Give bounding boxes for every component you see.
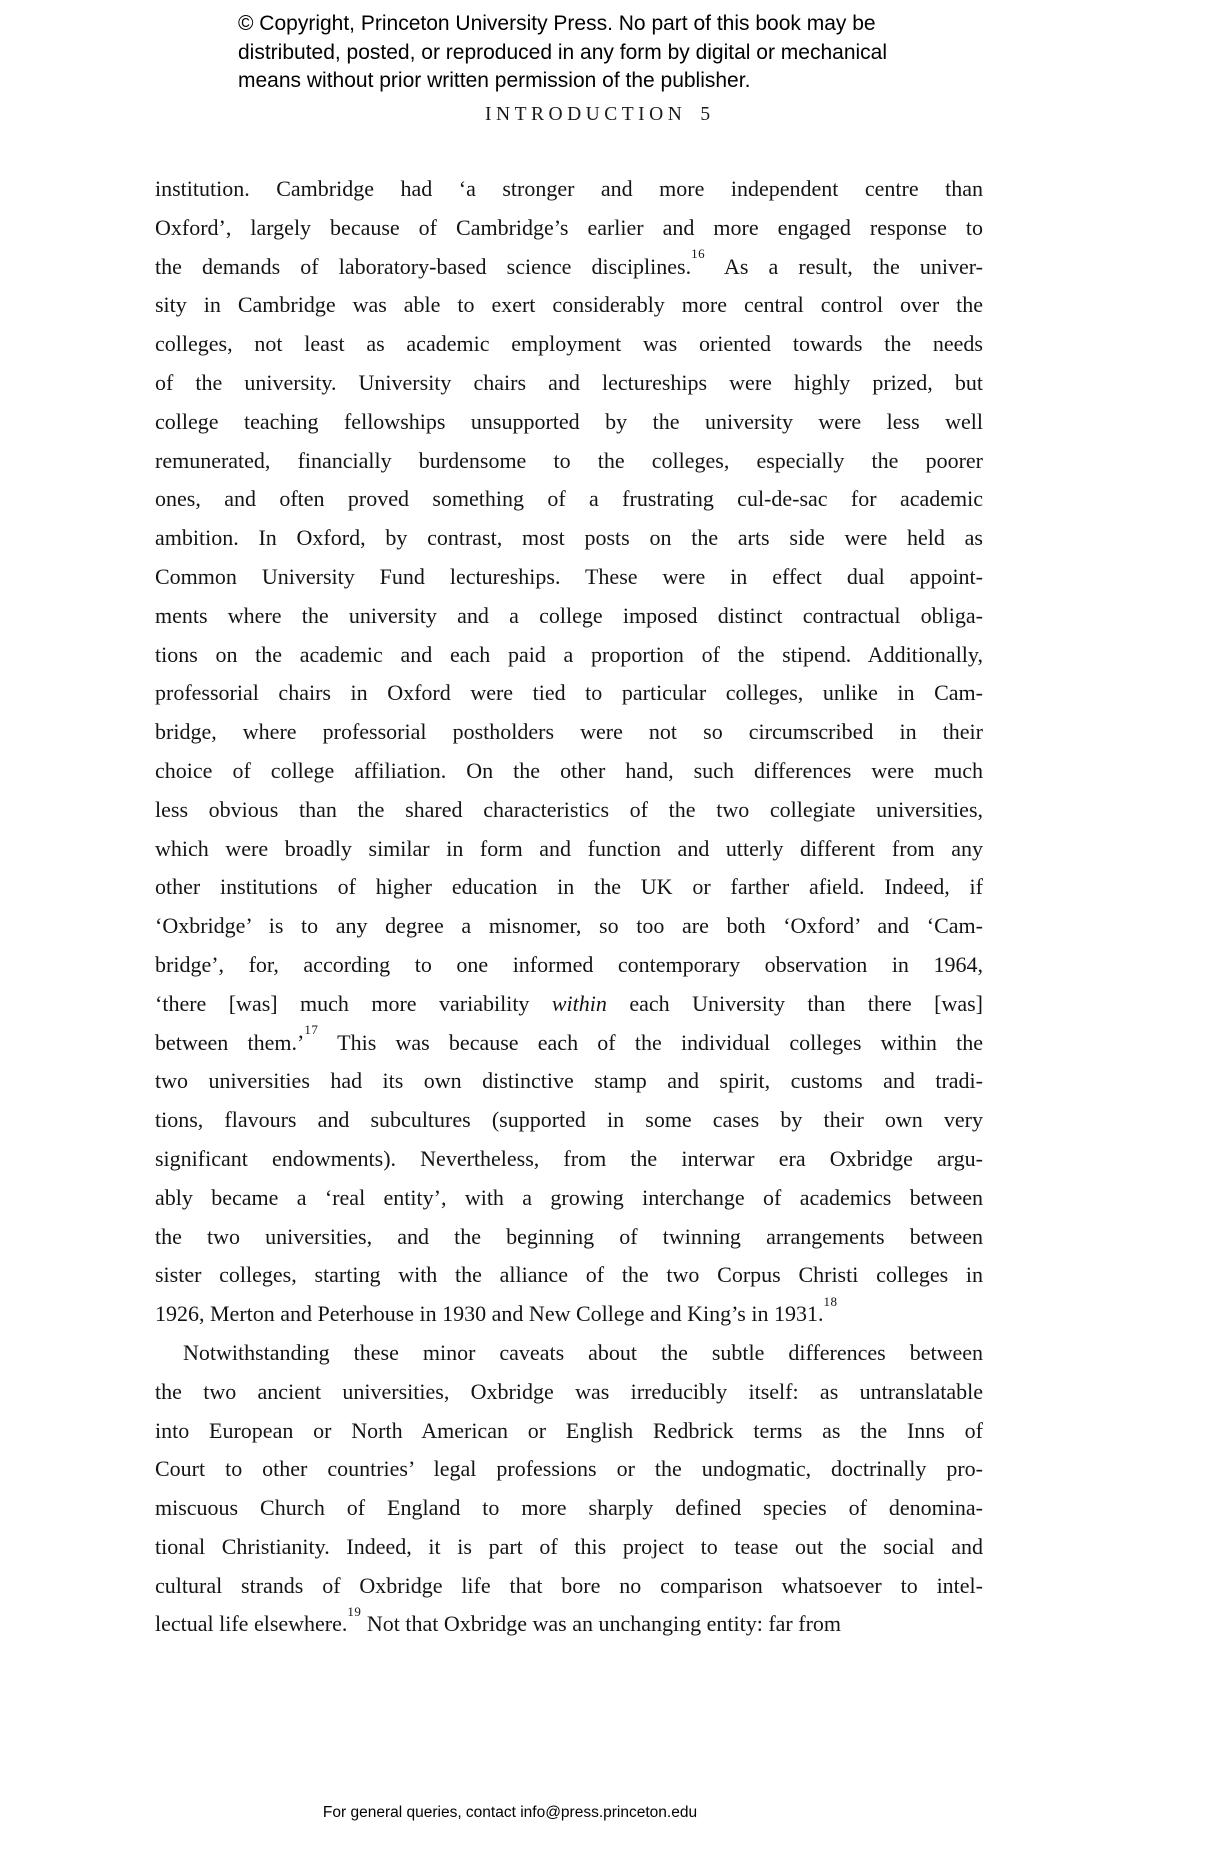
copyright-notice: [238, 10, 887, 96]
body-line: sity in Cambridge was able to exert considerably more central control over the: [155, 292, 983, 318]
body-line: other institutions of higher education in the UK or farther afield. Indeed, if: [155, 874, 983, 900]
copyright-line: © Copyright, Princeton University Press. No part of this book may be: [238, 12, 876, 35]
body-line: bridge’, for, according to one informed contemporary observation in 1964,: [155, 951, 983, 977]
body-line: lectual life elsewhere.$^{19}$ Not that Oxbridge was an unchanging entity: far from: [155, 1604, 842, 1637]
body-line: professorial chairs in Oxford were tied to particular colleges, unlike in Cam-: [155, 680, 983, 706]
body-line: cultural strands of Oxbridge life that bore no comparison whatsoever to intel-: [155, 1572, 983, 1598]
body-line: between them.’$^{17}$ This was because each of the individual colleges within the: [155, 1022, 984, 1055]
footnote-marker: 19: [347, 1604, 362, 1620]
body-line: miscuous Church of England to more sharply defined species of denomina-: [155, 1495, 983, 1521]
copyright-line: means without prior written permission of the publisher.: [238, 69, 751, 92]
body-line: the two ancient universities, Oxbridge was irreducibly itself: as untranslatable: [155, 1378, 983, 1404]
body-line: ones, and often proved something of a frustrating cul-de-sac for academic: [155, 486, 983, 512]
body-line: Common University Fund lectureships. These were in effect dual appoint-: [155, 563, 983, 589]
body-line: tional Christianity. Indeed, it is part of this project to tease out the social and: [155, 1533, 983, 1559]
body-line: ‘there [was] much more variability within each University than there [was]: [155, 990, 983, 1016]
body-line: which were broadly similar in form and function and utterly different from any: [155, 835, 983, 861]
copyright-line: distributed, posted, or reproduced in any form by digital or mechanical: [238, 40, 888, 64]
body-line: colleges, not least as academic employment was oriented towards the needs: [155, 331, 983, 357]
body-text: [155, 170, 983, 1644]
body-line: less obvious than the shared characteristics of the two collegiate universities,: [155, 796, 983, 822]
body-line: Oxford’, largely because of Cambridge’s earlier and more engaged response to: [155, 214, 983, 240]
body-line: into European or North American or English Redbrick terms as the Inns of: [155, 1417, 983, 1443]
body-line: ambition. In Oxford, by contrast, most posts on the arts side were held as: [155, 525, 983, 551]
body-line: college teaching fellowships unsupported by the university were less well: [155, 408, 983, 434]
emphasized-text: within: [551, 990, 607, 1016]
chapter-title: INTRODUCTION: [485, 104, 687, 125]
body-line: ments where the university and a college imposed distinct contractual obliga-: [155, 602, 983, 628]
body-line: remunerated, financially burdensome to the colleges, especially the poorer: [155, 447, 983, 473]
running-head: [485, 103, 710, 127]
body-line: choice of college affiliation. On the other hand, such differences were much: [155, 757, 983, 783]
body-line: significant endowments). Nevertheless, from the interwar era Oxbridge argu-: [155, 1145, 983, 1171]
body-line: sister colleges, starting with the alliance of the two Corpus Christi colleges in: [155, 1262, 983, 1288]
body-line: bridge, where professorial postholders were not so circumscribed in their: [155, 719, 983, 745]
body-line: ably became a ‘real entity’, with a growing interchange of academics between: [155, 1184, 983, 1210]
page-number: 5: [700, 104, 711, 125]
footnote-marker: 17: [304, 1022, 319, 1038]
body-line: institution. Cambridge had ‘a stronger and more independent centre than: [155, 176, 983, 201]
body-line: two universities had its own distinctive stamp and spirit, customs and tradi-: [155, 1068, 983, 1094]
body-line: Notwithstanding these minor caveats about the subtle differences between: [183, 1339, 983, 1365]
body-line: 1926, Merton and Peterhouse in 1930 and New College and King’s in 1931.18: [155, 1293, 838, 1327]
body-line: the two universities, and the beginning of twinning arrangements between: [155, 1223, 983, 1249]
body-line: of the university. University chairs and lectureships were highly prized, but: [155, 369, 983, 395]
body-line: the demands of laboratory-based science disciplines.$^{16}$ As a result, the univer-: [155, 246, 983, 279]
footer-contact: For general queries, contact info@press.princeton.edu: [322, 1804, 698, 1821]
body-line: tions, flavours and subcultures (supported in some cases by their own very: [155, 1107, 983, 1133]
footnote-marker: 18: [823, 1293, 838, 1309]
body-line: ‘Oxbridge’ is to any degree a misnomer, so too are both ‘Oxford’ and ‘Cam-: [155, 913, 983, 939]
footnote-marker: 16: [691, 246, 706, 262]
body-line: tions on the academic and each paid a proportion of the stipend. Additionally,: [155, 641, 983, 667]
body-line: Court to other countries’ legal professions or the undogmatic, doctrinally pro-: [155, 1456, 983, 1482]
